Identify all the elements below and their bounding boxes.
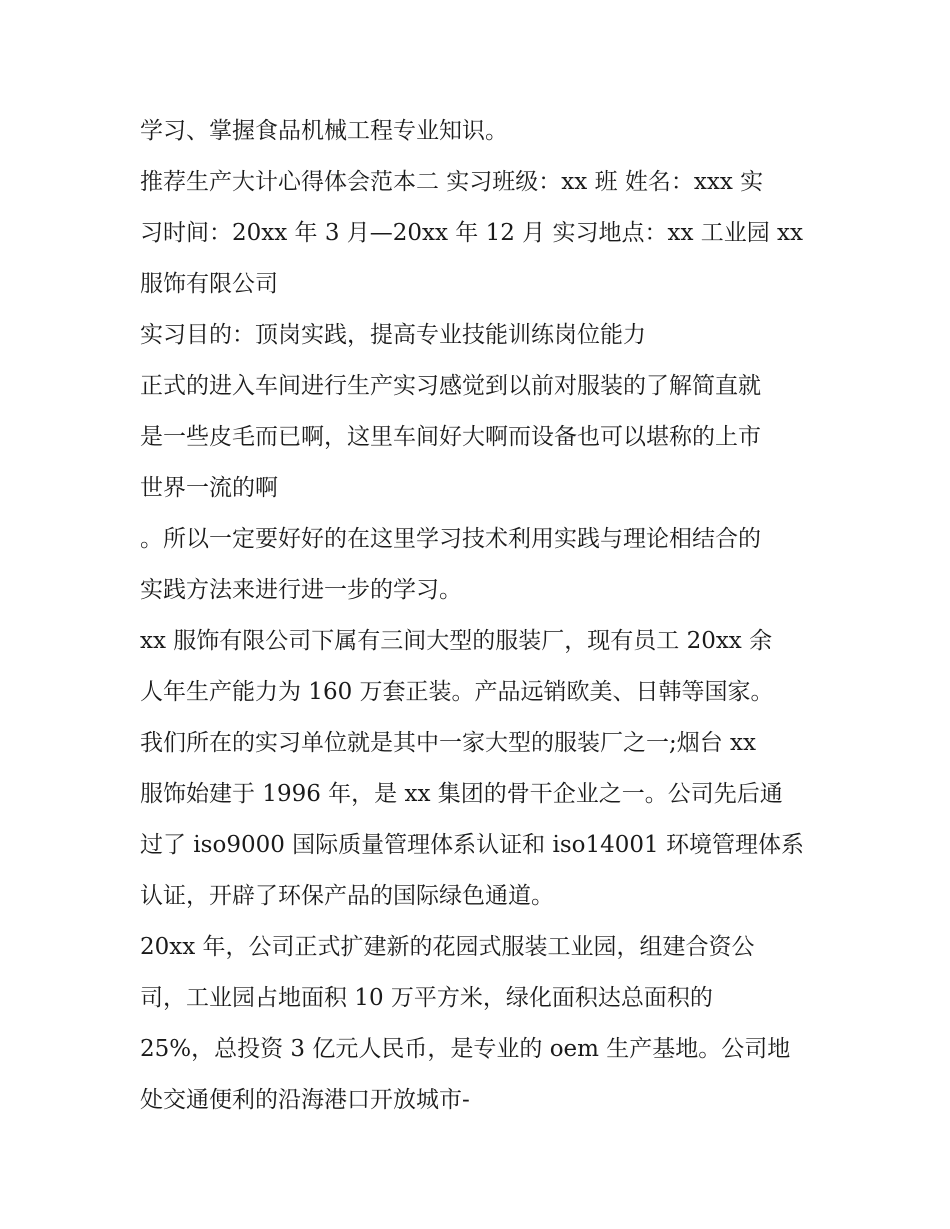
text-line: 世界一流的啊: [140, 475, 278, 501]
text-line: 。所以一定要好好的在这里学习技术利用实践与理论相结合的: [140, 526, 761, 552]
document-body: [140, 106, 830, 1126]
text-line: 实践方法来进行进一步的学习。: [140, 577, 462, 603]
text-line: 我们所在的实习单位就是其中一家大型的服装厂之一;烟台 xx: [140, 730, 757, 756]
text-line: 习时间：20xx 年 3 月—20xx 年 12 月 实习地点：xx 工业园 xx: [140, 220, 804, 246]
text-line: 人年生产能力为 160 万套正装。产品远销欧美、日韩等国家。: [140, 679, 774, 705]
text-line: xx 服饰有限公司下属有三间大型的服装厂，现有员工 20xx 余: [140, 628, 773, 654]
text-line: 25%，总投资 3 亿元人民币，是专业的 oem 生产基地。公司地: [140, 1036, 791, 1062]
text-line: 实习目的：顶岗实践，提高专业技能训练岗位能力: [140, 322, 646, 348]
text-line: 过了 iso9000 国际质量管理体系认证和 iso14001 环境管理体系: [140, 832, 804, 858]
text-line: 推荐生产大计心得体会范本二 实习班级：xx 班 姓名：xxx 实: [140, 169, 764, 195]
text-line: 学习、掌握食品机械工程专业知识。: [140, 118, 508, 144]
text-line: 是一些皮毛而已啊，这里车间好大啊而设备也可以堪称的上市: [140, 424, 761, 450]
text-line: 认证，开辟了环保产品的国际绿色通道。: [140, 883, 554, 909]
text-line: 正式的进入车间进行生产实习感觉到以前对服装的了解简直就: [140, 373, 761, 399]
text-line: 服饰有限公司: [140, 271, 278, 297]
text-line: 服饰始建于 1996 年，是 xx 集团的骨干企业之一。公司先后通: [140, 781, 783, 807]
text-line: 20xx 年，公司正式扩建新的花园式服装工业园，组建合资公: [140, 934, 755, 960]
text-line: 司，工业园占地面积 10 万平方米，绿化面积达总面积的: [140, 985, 713, 1011]
text-line: 处交通便利的沿海港口开放城市-: [140, 1087, 470, 1113]
